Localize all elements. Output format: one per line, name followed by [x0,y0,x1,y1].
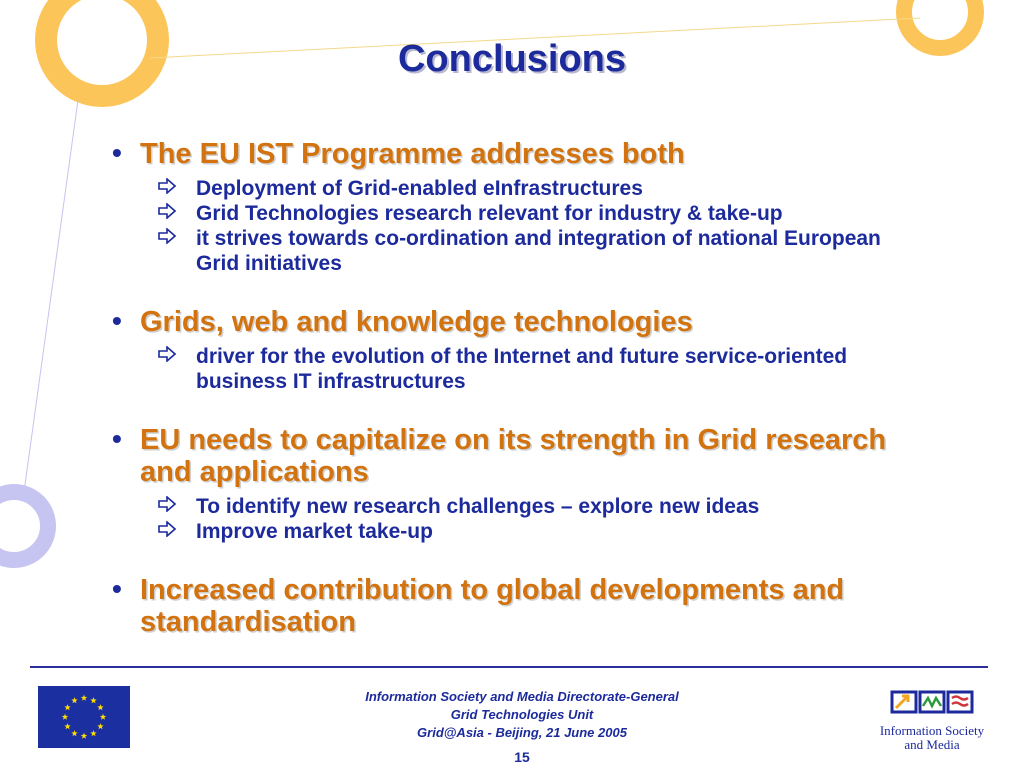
outline-arrow-icon [158,521,176,537]
sub-text: To identify new research challenges – explore new ideas [196,495,760,518]
footer-unit: Grid Technologies Unit [450,707,594,722]
bullet-text: Grids, web and knowledge technologies [140,306,693,338]
sub-text: Improve market take-up [196,520,433,543]
bullet-dot-icon: • [112,137,122,168]
sub-item [158,519,992,544]
eu-flag-icon [38,686,130,748]
sub-list [140,344,992,394]
lavender-ring-left [0,492,48,560]
sub-text: Grid Technologies research relevant for industry & take-up [196,202,783,225]
sub-item [158,344,992,394]
bullet-item [112,424,992,544]
sub-list [140,494,992,544]
logo-caption-line2: and Media [904,737,960,752]
outline-arrow-icon [158,228,176,244]
logo-caption [862,724,1002,752]
slide-title: Conclusions [397,38,627,80]
outline-arrow-icon [158,203,176,219]
footer-divider [30,666,988,668]
bullet-dot-icon: • [112,423,122,454]
sub-text: driver for the evolution of the Internet and future service-oriented business IT infrastructures [196,345,848,393]
slide-content [112,138,992,638]
outline-arrow-icon [158,496,176,512]
sub-item [158,226,992,276]
bullet-text: The EU IST Programme addresses both [140,138,685,170]
bullet-dot-icon: • [112,305,122,336]
bullet-item [112,306,992,394]
sub-text: it strives towards co-ordination and integration of national European Grid initiatives [196,227,881,275]
outline-arrow-icon [158,346,176,362]
bullet-text: Increased contribution to global developments and standardisation [140,574,845,638]
bullet-text: EU needs to capitalize on its strength in Grid research and applications [140,424,887,488]
sub-list [140,176,992,276]
bullet-item [112,138,992,276]
logo-caption-line1: Information Society [879,723,985,738]
page-number: 15 [514,749,530,765]
bullet-item [112,574,992,638]
bullet-dot-icon: • [112,573,122,604]
sub-item [158,176,992,201]
footer-directorate: Information Society and Media Directorate-General [365,689,679,704]
sub-text: Deployment of Grid-enabled eInfrastructures [196,177,643,200]
decor-line-left [24,100,78,492]
sub-item [158,201,992,226]
footer-info [322,688,722,742]
footer-event: Grid@Asia - Beijing, 21 June 2005 [417,725,627,740]
outline-arrow-icon [158,178,176,194]
sub-item [158,494,992,519]
